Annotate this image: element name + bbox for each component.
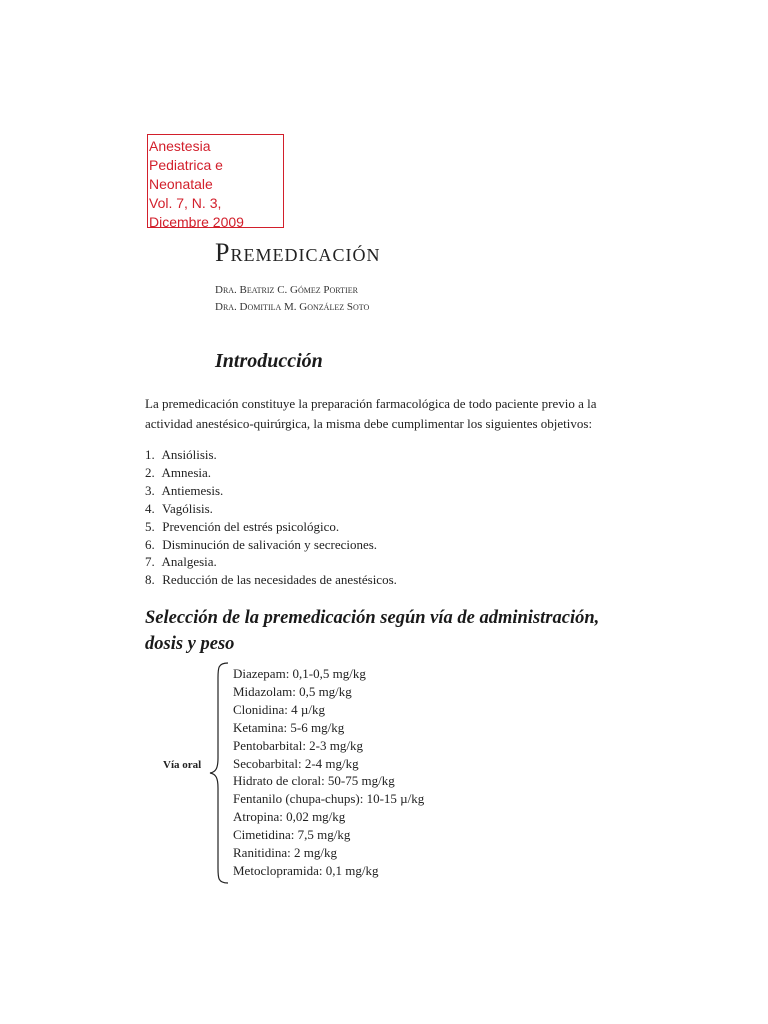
- list-item: [145, 500, 397, 518]
- journal-line: Neonatale: [149, 176, 213, 192]
- list-item-text: Disminución de salivación y secreciones.: [162, 536, 378, 552]
- list-item-number: 7.: [145, 554, 155, 570]
- list-item: [145, 536, 397, 554]
- list-item: [145, 571, 397, 589]
- list-item: [145, 464, 397, 482]
- list-item-text: Vagólisis.: [162, 500, 213, 516]
- journal-line: Vol. 7, N. 3,: [149, 195, 222, 211]
- list-item-text: Prevención del estrés psicológico.: [162, 518, 340, 534]
- list-item: [145, 553, 397, 571]
- list-item-text: Ansiólisis.: [161, 447, 217, 462]
- objectives-list: [145, 446, 397, 589]
- drug-dose-item: Clonidina: 4 µ/kg: [233, 701, 325, 717]
- drug-dose-item: Cimetidina: 7,5 mg/kg: [233, 827, 351, 843]
- journal-line: Pediatrica e: [149, 157, 223, 173]
- oral-drug-dose-list: [233, 665, 424, 880]
- list-item-number: 5.: [145, 518, 155, 534]
- list-item-text: Antiemesis.: [161, 482, 224, 498]
- drug-dose-item: Fentanilo (chupa-chups): 10-15 µ/kg: [233, 791, 425, 807]
- intro-paragraph: La premedicación constituye la preparación farmacológica de todo paciente previo a la actividad anestésico-quirúrgica, la misma debe cumplimentar los siguientes objetivos:: [145, 396, 597, 431]
- author-list: [215, 282, 369, 316]
- list-item-text: Analgesia.: [161, 554, 217, 570]
- drug-dose-item: Hidrato de cloral: 50-75 mg/kg: [233, 773, 395, 789]
- drug-dose-item: Diazepam: 0,1-0,5 mg/kg: [233, 666, 366, 681]
- list-item-number: 4.: [145, 500, 155, 516]
- list-item-number: 1.: [145, 447, 155, 462]
- list-item-number: 2.: [145, 464, 155, 480]
- list-item-text: Reducción de las necesidades de anestésicos.: [162, 572, 397, 588]
- route-label: Vía oral: [163, 759, 202, 771]
- drug-dose-item: Ketamina: 5-6 mg/kg: [233, 719, 345, 735]
- journal-line: Dicembre 2009: [149, 214, 244, 230]
- list-item-text: Amnesia.: [161, 464, 212, 480]
- author-name: Dra. Domitila M. González Soto: [215, 301, 370, 313]
- drug-dose-item: Atropina: 0,02 mg/kg: [233, 809, 346, 825]
- list-item-number: 6.: [145, 536, 155, 552]
- drug-dose-item: Midazolam: 0,5 mg/kg: [233, 683, 352, 699]
- journal-citation-box: [147, 134, 284, 228]
- drug-dose-item: Ranitidina: 2 mg/kg: [233, 845, 337, 861]
- drug-dose-item: Secobarbital: 2-4 mg/kg: [233, 755, 359, 771]
- list-item-number: 3.: [145, 482, 155, 498]
- section-heading-introduccion: Introducción: [215, 350, 323, 372]
- curly-brace-icon: [208, 662, 230, 884]
- drug-dose-item: Pentobarbital: 2-3 mg/kg: [233, 737, 363, 753]
- section-heading-seleccion: Selección de la premedicación según vía de administración, dosis y peso: [145, 608, 600, 654]
- drug-dose-item: Metoclopramida: 0,1 mg/kg: [233, 862, 379, 878]
- author-name: Dra. Beatriz C. Gómez Portier: [215, 284, 358, 296]
- list-item: [145, 482, 397, 500]
- list-item: [145, 518, 397, 536]
- list-item-number: 8.: [145, 572, 155, 588]
- journal-line: Anestesia: [149, 138, 211, 154]
- article-title: Premedicación: [215, 238, 381, 267]
- list-item: [145, 446, 397, 464]
